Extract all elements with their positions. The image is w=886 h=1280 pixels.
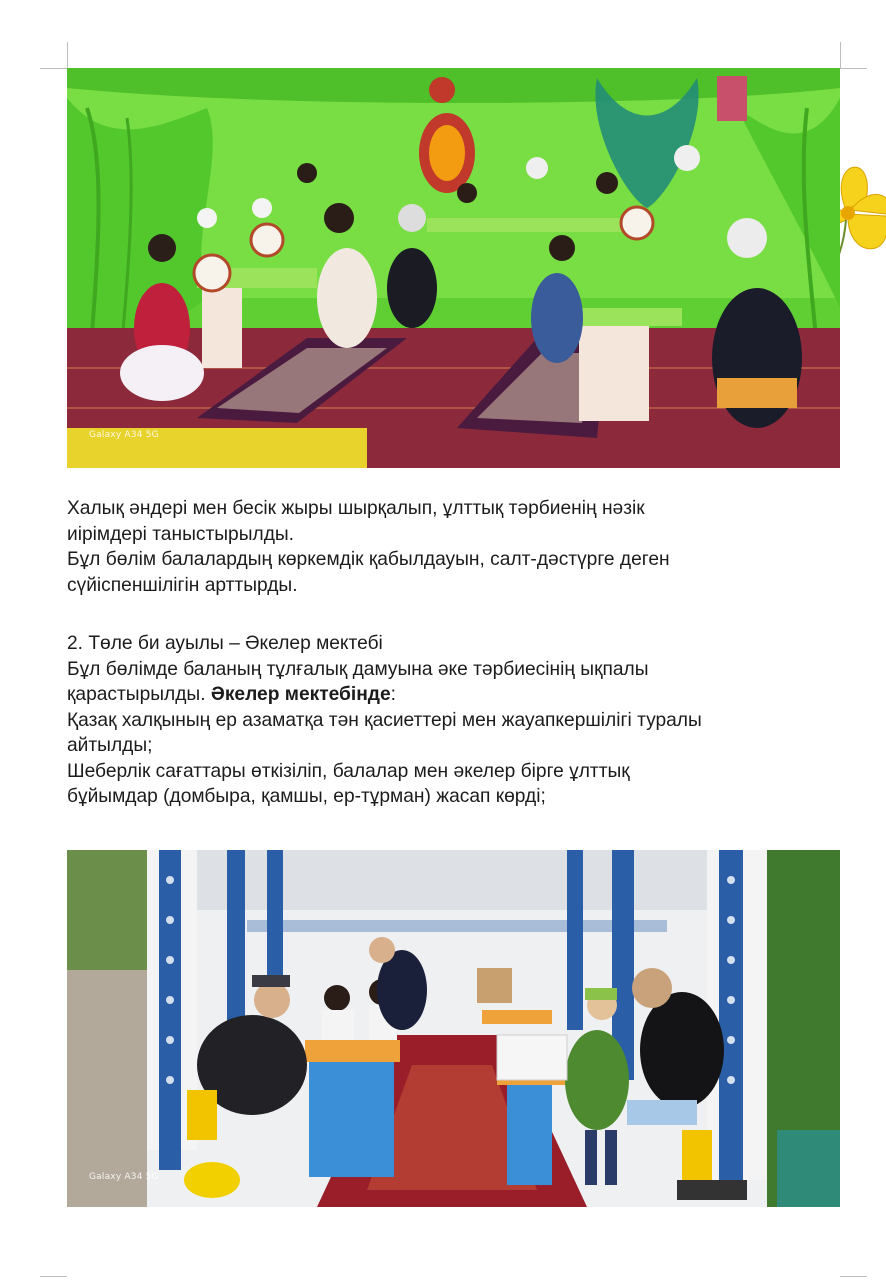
crop-mark-top-left-v (67, 42, 68, 69)
article-text (67, 496, 857, 810)
section-heading: 2. Төле би ауылы – Әкелер мектебі (67, 633, 383, 654)
paragraph-fathers-start: қарастырылды. (67, 684, 211, 705)
crop-mark-top-left-h (40, 68, 67, 69)
crop-mark-bottom-left-h (40, 1276, 67, 1277)
paragraph-qualities-line1: Қазақ халқының ер азаматқа тән қасиеттері мен жауапкершілігі туралы (67, 709, 702, 731)
paragraph-qualities-line2: айтылды; (67, 735, 153, 756)
crop-mark-bottom-right-h (840, 1276, 867, 1277)
paragraph-crafts-line1: Шеберлік сағаттары өткізіліп, балалар мен әкелер бірге ұлттық (67, 760, 630, 782)
photo2-watermark: Galaxy A34 5G (89, 1172, 159, 1182)
photo-yurt-celebration (67, 68, 840, 468)
photo-fathers-school (67, 850, 840, 1207)
crop-mark-top-right-h (840, 68, 867, 69)
photo1-watermark: Galaxy A34 5G (89, 430, 159, 440)
paragraph-crafts-line2: бұйымдар (домбыра, қамшы, ер-тұрман) жасап көрді; (67, 786, 546, 807)
paragraph-fathers-line2 (67, 682, 857, 708)
fathers-school-bold: Әкелер мектебінде (210, 684, 391, 705)
paragraph-impact-line2: сүйіспеншілігін арттырды. (67, 574, 298, 596)
paragraph-impact-line1: Бұл бөлім балалардың көркемдік қабылдауын, салт-дәстүрге деген (67, 549, 670, 570)
paragraph-songs-line1: Халық әндері мен бесік жыры шырқалып, ұлттық тәрбиенің нәзік (67, 498, 645, 519)
paragraph-fathers-line1: Бұл бөлімде баланың тұлғалық дамуына әке тәрбиесінің ықпалы (67, 658, 649, 680)
crop-mark-top-right-v (840, 42, 841, 69)
paragraph-songs-line2: иірімдері таныстырылды. (67, 523, 295, 545)
paragraph-fathers-colon: : (390, 684, 397, 705)
